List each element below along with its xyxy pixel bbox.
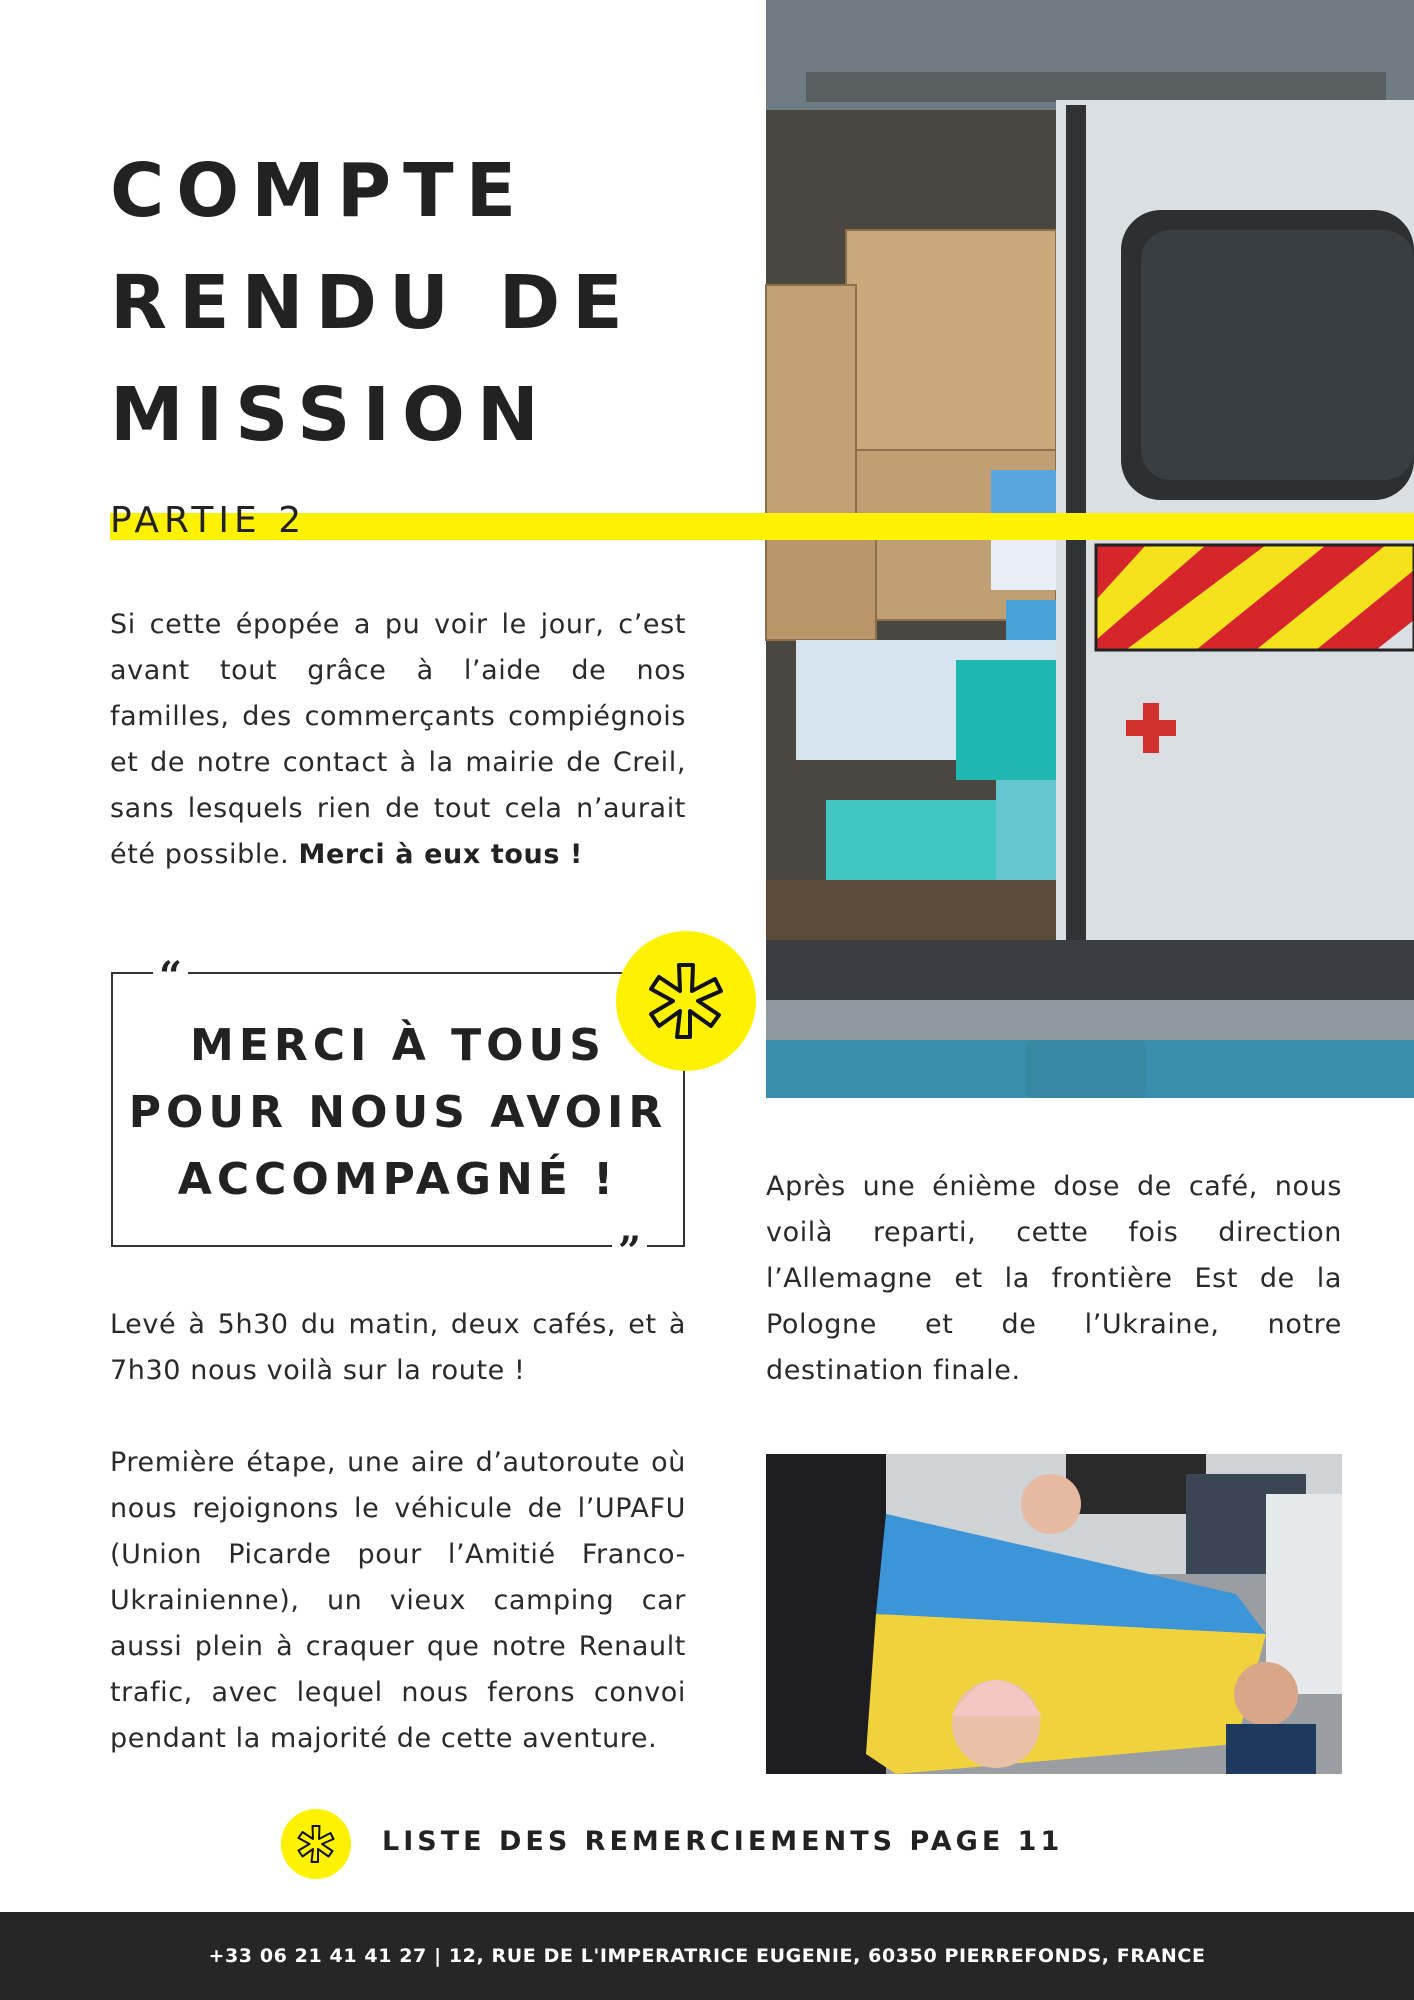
page-title — [110, 135, 730, 471]
quote-line-2: POUR NOUS AVOIR — [128, 1087, 668, 1138]
van-cargo-photo — [766, 0, 1414, 1098]
page-subtitle: PARTIE 2 — [110, 500, 307, 541]
intro-paragraph — [110, 602, 686, 878]
thanks-badge — [281, 1809, 351, 1879]
first-stage-paragraph: Première étape, une aire d’autoroute où nous rejoignons le véhicule de l’UPAFU (Union Picarde pour l’Amitié Franco-Ukrainienne), un vieux camping car aussi plein à craquer que notre Renault trafic, avec lequel nous ferons convoi pendant la majorité de cette aventure. — [110, 1447, 686, 1754]
title-line-3: MISSION — [110, 372, 551, 458]
quote-line-3: ACCOMPAGNÉ ! — [177, 1154, 619, 1205]
title-line-2: RENDU DE — [110, 260, 635, 346]
departure-paragraph: Levé à 5h30 du matin, deux cafés, et à 7h30 nous voilà sur la route ! — [110, 1309, 686, 1386]
ukraine-flag-photo — [766, 1454, 1342, 1774]
asterisk-icon — [616, 931, 756, 1071]
thanks-list-link[interactable]: LISTE DES REMERCIEMENTS PAGE 11 — [382, 1826, 1064, 1857]
intro-bold-text: Merci à eux tous ! — [298, 839, 583, 870]
footer-contact: +33 06 21 41 41 27 | 12, RUE DE L'IMPERATRICE EUGENIE, 60350 PIERREFONDS, FRANCE — [0, 1912, 1414, 2000]
quote-line-1: MERCI À TOUS — [190, 1020, 606, 1071]
quote-close-mark: ” — [612, 1237, 647, 1259]
quote-badge — [616, 931, 756, 1071]
title-line-1: COMPTE — [110, 148, 529, 234]
quote-open-mark: “ — [153, 962, 188, 984]
pull-quote — [111, 953, 685, 1275]
next-stage-paragraph: Après une énième dose de café, nous voilà reparti, cette fois direction l’Allemagne et la frontière Est de la Pologne et de l’Ukraine, notre destination finale. — [766, 1171, 1342, 1386]
intro-text: Si cette épopée a pu voir le jour, c’est avant tout grâce à l’aide de nos familles, des commerçants compiégnois et de notre contact à la mairie de Creil, sans lesquels rien de tout cela n’aurait été possible. — [110, 609, 686, 870]
quote-text — [113, 1012, 683, 1213]
asterisk-icon — [281, 1809, 351, 1879]
